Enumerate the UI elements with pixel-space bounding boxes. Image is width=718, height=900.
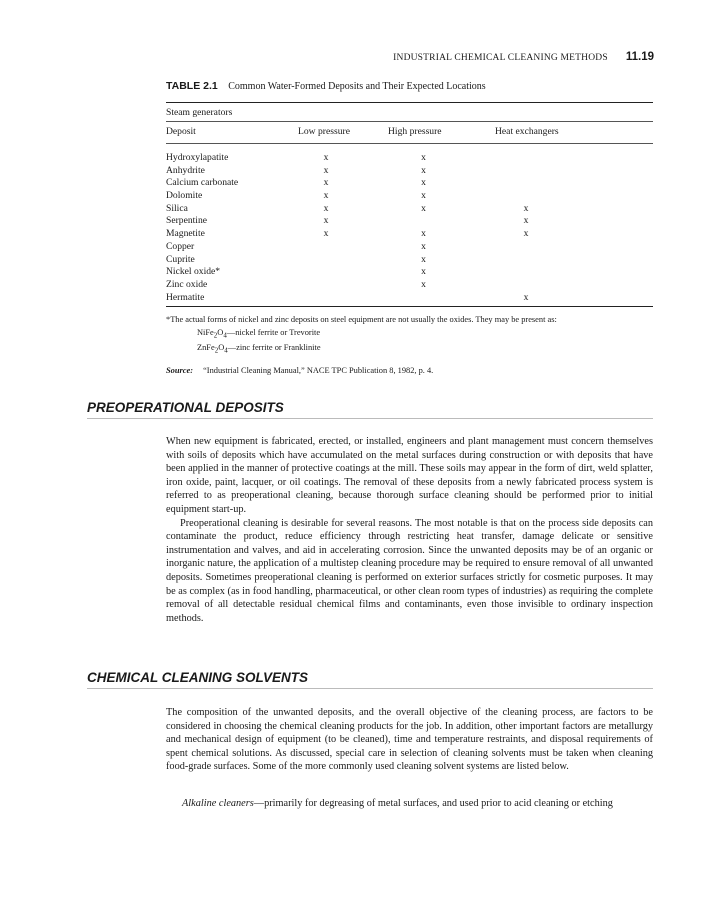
cell-high-pressure: x bbox=[421, 177, 426, 189]
cell-deposit: Cuprite bbox=[166, 253, 195, 265]
cell-low-pressure: x bbox=[323, 152, 329, 163]
cell-low-pressure: x bbox=[323, 190, 329, 202]
table-row bbox=[166, 165, 653, 178]
table-bottom-rule bbox=[166, 306, 653, 307]
cell-high-pressure bbox=[366, 292, 481, 305]
table-caption bbox=[166, 80, 653, 92]
source-label: Source: bbox=[166, 366, 193, 376]
table-row bbox=[166, 241, 653, 254]
list-item-alkaline-cleaners bbox=[182, 797, 653, 811]
cell-high-pressure: x bbox=[421, 202, 426, 214]
table-row bbox=[166, 292, 653, 305]
preoperational-body bbox=[166, 435, 653, 625]
cell-deposit: Serpentine bbox=[166, 215, 208, 227]
cell-low-pressure bbox=[286, 292, 366, 305]
running-head bbox=[393, 51, 654, 63]
column-header-low-pressure: Low pressure bbox=[298, 126, 350, 137]
table-caption-text: Common Water-Formed Deposits and Their Expected Locations bbox=[228, 81, 486, 92]
formula-part: NiFe bbox=[197, 327, 214, 337]
cell-heat-exchangers: x bbox=[523, 215, 529, 227]
cell-high-pressure: x bbox=[421, 190, 426, 202]
cell-high-pressure: x bbox=[421, 278, 426, 290]
cell-heat-exchangers bbox=[481, 254, 571, 267]
list-term: Alkaline cleaners bbox=[182, 798, 254, 809]
cell-high-pressure: x bbox=[421, 240, 426, 252]
cell-low-pressure: x bbox=[323, 228, 329, 240]
footnote-nickel-ferrite bbox=[166, 327, 653, 342]
table-row bbox=[166, 228, 653, 241]
formula-part: O bbox=[218, 342, 225, 352]
cell-deposit: Dolomite bbox=[166, 190, 203, 202]
table-row bbox=[166, 279, 653, 292]
cell-deposit: Zinc oxide bbox=[166, 278, 208, 290]
cell-high-pressure: x bbox=[421, 152, 426, 163]
cell-deposit: Calcium carbonate bbox=[166, 177, 239, 189]
cell-heat-exchangers: x bbox=[523, 202, 529, 214]
formula-subscript: 4 bbox=[224, 346, 228, 355]
cell-heat-exchangers bbox=[481, 190, 571, 203]
formula-description: —nickel ferrite or Trevorite bbox=[226, 327, 321, 337]
page-number: 11.19 bbox=[625, 51, 654, 63]
cell-deposit: Magnetite bbox=[166, 228, 205, 240]
formula-description: —zinc ferrite or Franklinite bbox=[227, 342, 321, 352]
cell-low-pressure: x bbox=[323, 215, 329, 227]
cell-low-pressure bbox=[286, 254, 366, 267]
cell-deposit: Nickel oxide* bbox=[166, 266, 221, 278]
formula-subscript: 2 bbox=[213, 331, 218, 340]
cell-heat-exchangers: x bbox=[523, 291, 529, 303]
cell-high-pressure bbox=[366, 215, 481, 228]
table-header-row bbox=[166, 122, 653, 143]
paragraph: The composition of the unwanted deposits, and the overall objective of the cleaning process, are factors to be considered in choosing the chemical cleaning products for the job. In addition, other important factors are metallurgy and mechanical design of equipment (to be cleaned), time and temperature restraints, and disposal requirements of spent chemical solutions. As discussed, special care in selection of cleaning solvents must be taken when cleaning food-grade surfaces. Some of the more commonly used cleaning solvent systems are listed below. bbox=[166, 707, 653, 773]
solvents-body bbox=[166, 706, 653, 774]
formula-part: ZnFe bbox=[197, 342, 215, 352]
cell-heat-exchangers bbox=[481, 165, 571, 178]
table-row bbox=[166, 254, 653, 267]
table-row bbox=[166, 190, 653, 203]
table-body bbox=[166, 144, 653, 306]
cell-low-pressure: x bbox=[323, 177, 329, 189]
cell-high-pressure: x bbox=[421, 228, 426, 240]
cell-high-pressure: x bbox=[421, 164, 426, 176]
column-header-high-pressure: High pressure bbox=[388, 126, 442, 137]
section-heading-preoperational: PREOPERATIONAL DEPOSITS bbox=[87, 400, 653, 419]
cell-heat-exchangers bbox=[481, 152, 571, 165]
cell-low-pressure bbox=[286, 279, 366, 292]
table-row bbox=[166, 203, 653, 216]
cell-heat-exchangers bbox=[481, 266, 571, 279]
cell-high-pressure: x bbox=[421, 266, 426, 278]
cell-low-pressure: x bbox=[323, 164, 329, 176]
cell-heat-exchangers bbox=[481, 279, 571, 292]
cell-deposit: Anhydrite bbox=[166, 164, 205, 176]
cell-deposit: Silica bbox=[166, 202, 188, 214]
column-header-deposit: Deposit bbox=[166, 126, 196, 137]
table-row bbox=[166, 266, 653, 279]
table-row bbox=[166, 177, 653, 190]
table-source bbox=[166, 366, 653, 375]
section-heading-solvents: CHEMICAL CLEANING SOLVENTS bbox=[87, 670, 653, 689]
formula-part: O bbox=[217, 327, 224, 337]
cell-heat-exchangers bbox=[481, 241, 571, 254]
paragraph: When new equipment is fabricated, erected, or installed, engineers and plant management must concern themselves with soils of deposits which have accumulated on the metal surfaces during construction or with deposits that have been applied in the manner of protective coatings at the mill. These soils may appear in the form of dirt, weld splatter, iron oxide, paint, lacquer, or oil coatings. The removal of these deposits from a newly fabricated process system is referred to as preoperational cleaning, because thorough surface cleaning should be performed prior to initial equipment start-up. bbox=[166, 436, 653, 515]
table-footnote bbox=[166, 314, 653, 357]
cell-low-pressure bbox=[286, 266, 366, 279]
paragraph: Preoperational cleaning is desirable for several reasons. The most notable is that on the process side deposits can contaminate the product, reduce efficiency through restricting heat transfer, damage delicate or sensitive instrumentation and valves, and aid in accelerating corrosion. Since the unwanted deposits may be of an organic or inorganic nature, the application of a multistep cleaning procedure may be required to ensure removal of all unwanted deposits. Sometimes preoperational cleaning is performed on exterior surfaces strictly for cosmetic purposes. It may be as complex (as in food handling, pharmaceutical, or other clean room types of industries) as requiring the complete removal of all detectable residual chemical films and contaminants, even those invisible to ordinary inspection methods. bbox=[166, 517, 653, 624]
cell-deposit: Copper bbox=[166, 240, 195, 252]
cell-deposit: Hydroxylapatite bbox=[166, 152, 229, 163]
deposits-table bbox=[166, 80, 653, 375]
source-text: “Industrial Cleaning Manual,” NACE TPC Publication 8, 1982, p. 4. bbox=[203, 366, 434, 376]
list-text: —primarily for degreasing of metal surfaces, and used prior to acid cleaning or etching bbox=[253, 798, 613, 809]
table-row bbox=[166, 215, 653, 228]
running-head-title: INDUSTRIAL CHEMICAL CLEANING METHODS bbox=[393, 53, 608, 63]
cell-low-pressure: x bbox=[323, 202, 329, 214]
table-group-header: Steam generators bbox=[166, 107, 233, 118]
formula-subscript: 4 bbox=[223, 331, 227, 340]
table-label: TABLE 2.1 bbox=[166, 80, 218, 92]
column-header-heat-exchangers: Heat exchangers bbox=[495, 126, 559, 137]
cell-deposit: Hermatite bbox=[166, 291, 205, 303]
table-row bbox=[166, 152, 653, 165]
cell-low-pressure bbox=[286, 241, 366, 254]
formula-subscript: 2 bbox=[214, 346, 219, 355]
cell-heat-exchangers: x bbox=[523, 228, 529, 240]
footnote-text: *The actual forms of nickel and zinc deposits on steel equipment are not usually the oxides. They may be present as: bbox=[166, 315, 557, 325]
cell-heat-exchangers bbox=[481, 177, 571, 190]
cell-high-pressure: x bbox=[421, 253, 426, 265]
footnote-zinc-ferrite bbox=[166, 342, 653, 357]
